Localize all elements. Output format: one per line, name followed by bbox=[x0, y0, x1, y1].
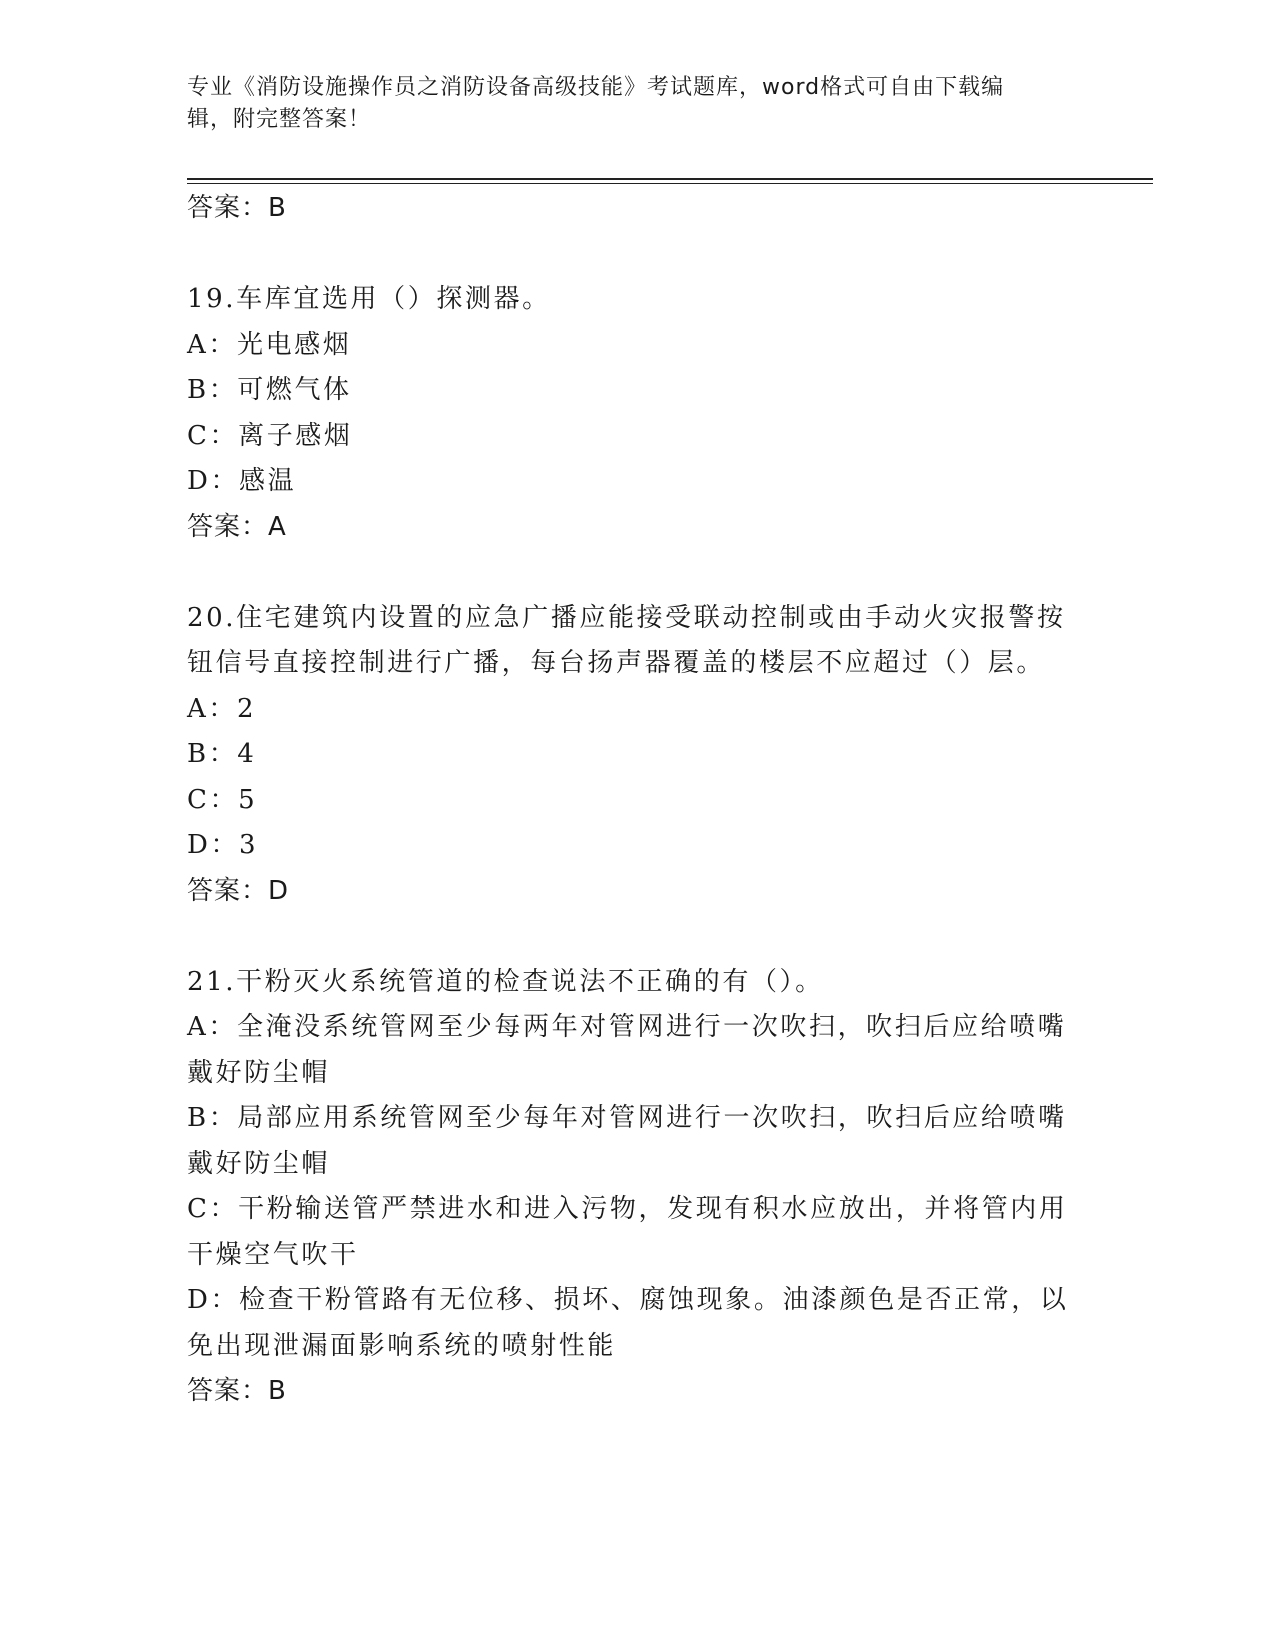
answer: 答案：A bbox=[187, 511, 287, 542]
question-stem: 20.住宅建筑内设置的应急广播应能接受联动控制或由手动火灾报警按 bbox=[187, 602, 1066, 633]
header-rule-thin bbox=[187, 183, 1153, 184]
option-a-continued: 戴好防尘帽 bbox=[187, 1057, 331, 1088]
option-a: A：2 bbox=[187, 693, 257, 724]
document-header bbox=[187, 72, 1067, 136]
spacer bbox=[187, 232, 1087, 278]
option-d: D：感温 bbox=[187, 466, 297, 496]
question-list bbox=[187, 186, 1087, 1415]
question-stem: 19.车库宜选用（）探测器。 bbox=[187, 284, 551, 314]
question-block bbox=[187, 596, 1087, 915]
option-d: D：检查干粉管路有无位移、损坏、腐蚀现象。油漆颜色是否正常，以 bbox=[187, 1285, 1069, 1315]
option-b-continued: 戴好防尘帽 bbox=[187, 1148, 331, 1179]
header-rule-thick bbox=[187, 178, 1153, 180]
option-b: B：可燃气体 bbox=[187, 375, 352, 405]
question-block bbox=[187, 960, 1087, 1415]
option-d-continued: 免出现泄漏面影响系统的喷射性能 bbox=[187, 1330, 617, 1361]
option-c: C：5 bbox=[187, 784, 258, 815]
answer: 答案：B bbox=[187, 1376, 287, 1406]
answer: 答案：D bbox=[187, 875, 290, 906]
spacer bbox=[187, 550, 1087, 596]
option-d: D：3 bbox=[187, 830, 259, 860]
option-b: B：局部应用系统管网至少每年对管网进行一次吹扫，吹扫后应给喷嘴 bbox=[187, 1103, 1067, 1133]
header-line-1: 专业《消防设施操作员之消防设备高级技能》考试题库，word格式可自由下载编 bbox=[187, 75, 1005, 100]
previous-answer: 答案：B bbox=[187, 193, 287, 223]
question-stem-continued: 钮信号直接控制进行广播，每台扬声器覆盖的楼层不应超过（）层。 bbox=[187, 648, 1046, 678]
spacer bbox=[187, 914, 1087, 960]
option-c: C：干粉输送管严禁进水和进入污物，发现有积水应放出，并将管内用 bbox=[187, 1194, 1068, 1224]
option-c-continued: 干燥空气吹干 bbox=[187, 1239, 359, 1270]
option-c: C：离子感烟 bbox=[187, 420, 353, 451]
header-line-2: 辑，附完整答案！ bbox=[187, 107, 372, 132]
question-block bbox=[187, 277, 1087, 550]
option-a: A：全淹没系统管网至少每两年对管网进行一次吹扫，吹扫后应给喷嘴 bbox=[187, 1012, 1067, 1042]
question-stem: 21.干粉灭火系统管道的检查说法不正确的有（）。 bbox=[187, 966, 824, 997]
option-a: A：光电感烟 bbox=[187, 329, 352, 360]
option-b: B：4 bbox=[187, 739, 257, 769]
